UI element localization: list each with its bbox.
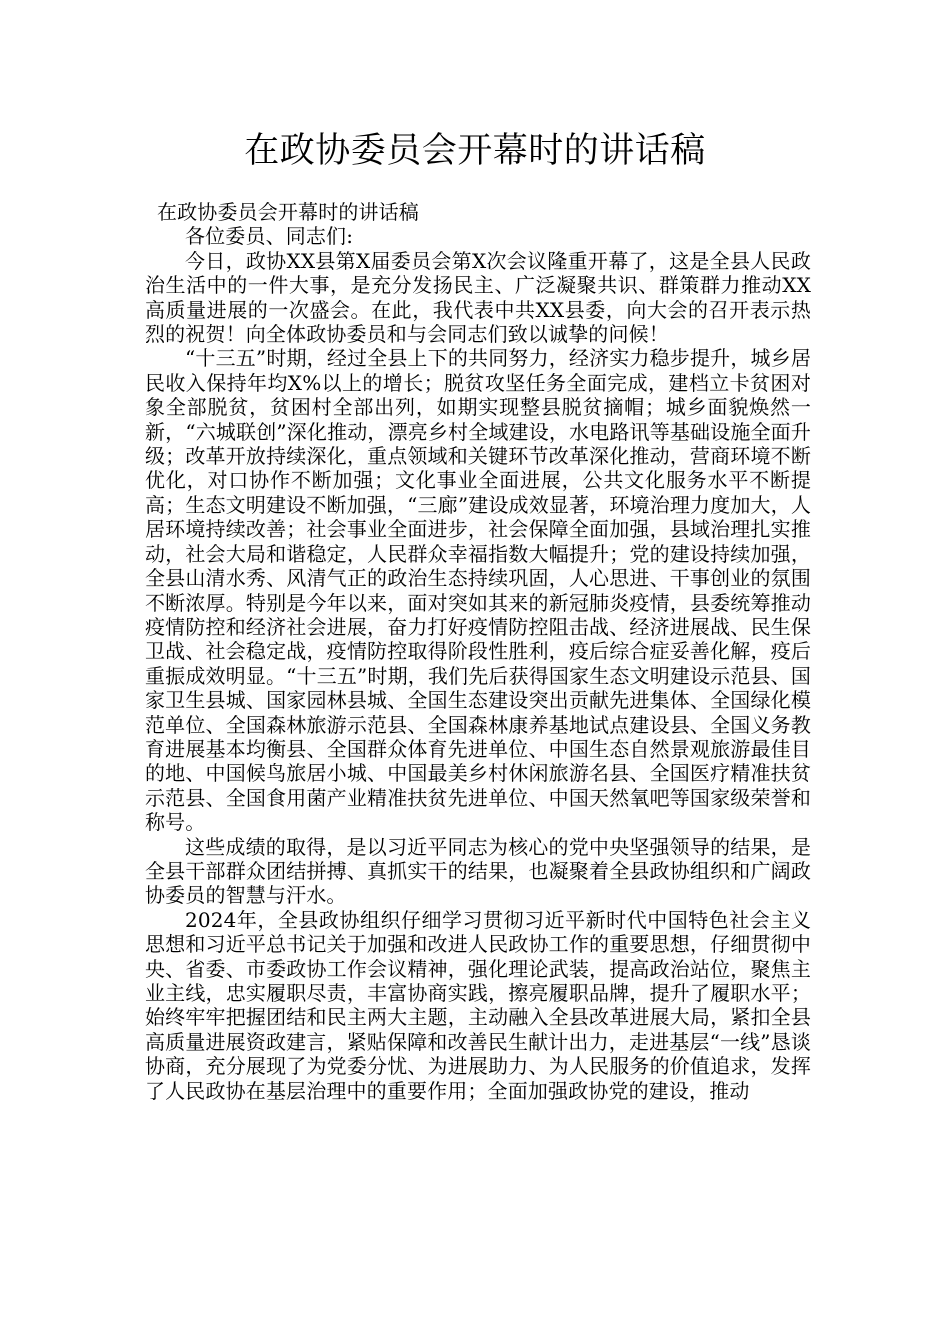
document-subtitle: 在政协委员会开幕时的讲话稿 <box>157 200 419 224</box>
document-body <box>145 200 811 1103</box>
paragraph-credit: 这些成绩的取得，是以习近平同志为核心的党中央坚强领导的结果，是全县干部群众团结拼搏、真抓实干的结果，也凝聚着全县政协组织和广阔政协委员的智慧与汗水。 <box>145 834 811 908</box>
paragraph-cppcc-work: 2024年，全县政协组织仔细学习贯彻习近平新时代中国特色社会主义思想和习近平总书记关于加强和改进人民政协工作的重要思想，仔细贯彻中央、省委、市委政协工作会议精神，强化理论武装，提高政治站位，聚焦主业主线，忠实履职尽责，丰富协商实践，擦亮履职品牌，提升了履职水平；始终牢牢把握团结和民主两大主题，主动融入全县改革进展大局，紧扣全县高质量进展资政建言，紧贴保障和改善民生献计出力，走进基层“一线”恳谈协商，充分展现了为党委分忧、为进展助力、为人民服务的价值追求，发挥了人民政协在基层治理中的重要作用；全面加强政协党的建设，推动 <box>145 907 811 1103</box>
document-title: 在政协委员会开幕时的讲话稿 <box>244 131 706 171</box>
paragraph-achievements: “十三五”时期，经过全县上下的共同努力，经济实力稳步提升，城乡居民收入保持年均X%以上的增长；脱贫攻坚任务全面完成，建档立卡贫困对象全部脱贫，贫困村全部出列，如期实现整县脱贫摘帽；城乡面貌焕然一新，“六城联创”深化推动，漂亮乡村全域建设，水电路讯等基础设施全面升级；改革开放持续深化，重点领域和关键环节改革深化推动，营商环境不断优化，对口协作不断加强；文化事业全面进展，公共文化服务水平不断提高；生态文明建设不断加强，“三廊”建设成效显著，环境治理力度加大，人居环境持续改善；社会事业全面进步，社会保障全面加强，县域治理扎实推动，社会大局和谐稳定，人民群众幸福指数大幅提升；党的建设持续加强，全县山清水秀、风清气正的政治生态持续巩固，人心思进、干事创业的氛围不断浓厚。特别是今年以来，面对突如其来的新冠肺炎疫情，县委统筹推动疫情防控和经济社会进展，奋力打好疫情防控阻击战、经济进展战、民生保卫战、社会稳定战，疫情防控取得阶段性胜利，疫后综合症妥善化解，疫后重振成效明显。“十三五”时期，我们先后获得国家生态文明建设示范县、国家卫生县城、国家园林县城、全国生态建设突出贡献先进集体、全国绿化模范单位、全国森林旅游示范县、全国森林康养基地试点建设县、全国义务教育进展基本均衡县、全国群众体育先进单位、中国生态自然景观旅游最佳目的地、中国候鸟旅居小城、中国最美乡村休闲旅游名县、全国医疗精准扶贫示范县、全国食用菌产业精准扶贫先进单位、中国天然氧吧等国家级荣誉和称号。 <box>145 346 811 835</box>
paragraph-opening: 今日，政协XX县第X届委员会第X次会议隆重开幕了，这是全县人民政治生活中的一件大事，是充分发扬民主、广泛凝聚共识、群策群力推动XX高质量进展的一次盛会。在此，我代表中共XX县委，向大会的召开表示热烈的祝贺！向全体政协委员和与会同志们致以诚挚的问候！ <box>145 248 811 347</box>
salutation: 各位委员、同志们: <box>185 224 354 249</box>
